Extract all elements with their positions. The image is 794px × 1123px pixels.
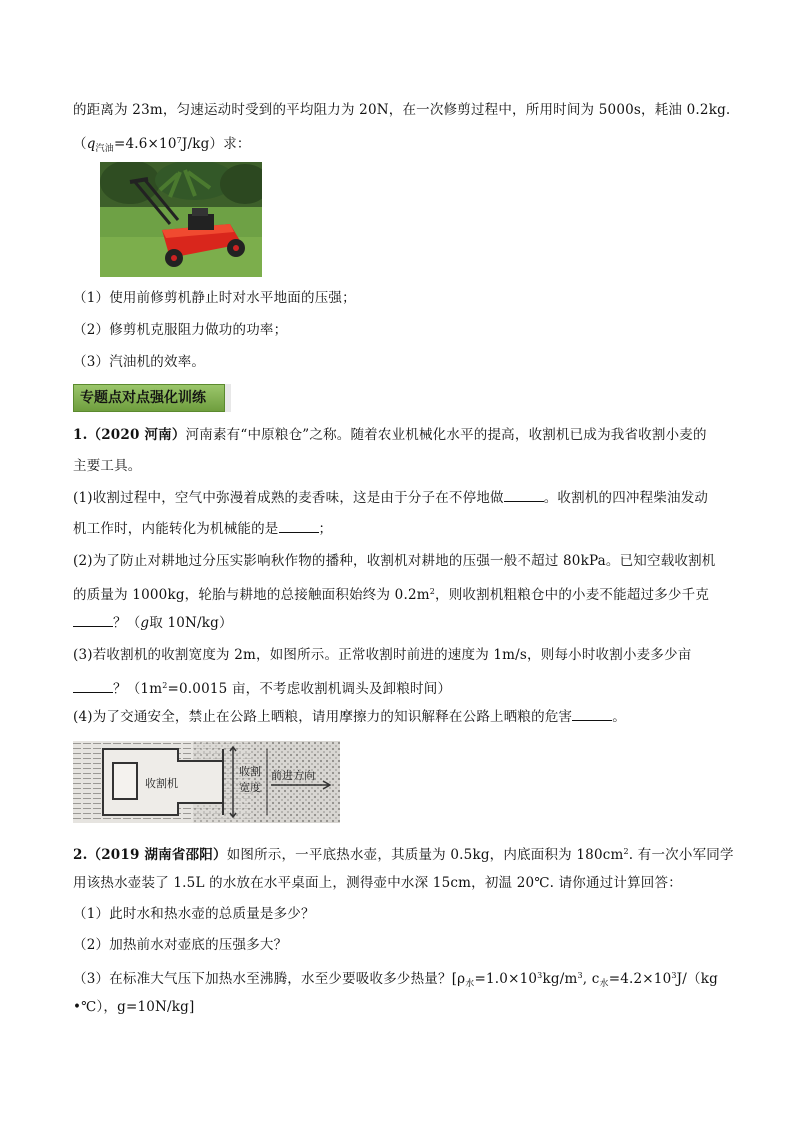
banner-tail bbox=[225, 384, 231, 412]
answer-blank[interactable] bbox=[73, 614, 113, 627]
problem-1-part-1-cont: 机工作时，内能转化为机械能的是 ； bbox=[73, 521, 333, 537]
intro-line-2: $(q_{汽油}=4.6\times 10^7J/kg)$求： bbox=[73, 136, 251, 154]
answer-blank[interactable] bbox=[73, 680, 113, 693]
problem-1-part-4: (4)为了交通安全，禁止在公路上晒粮，请用摩擦力的知识解释在公路上晒粮的危害 。 bbox=[73, 709, 626, 725]
intro-question-1: （1）使用前修剪机静止时对水平地面的压强； bbox=[73, 290, 356, 306]
problem-2-question-3-cont: •℃），g=10N/kg] bbox=[73, 999, 195, 1015]
problem-1-part-2: (2)为了防止对耕地过分压实影响秋作物的播种，收割机对耕地的压强一般不超过 80kPa。已知空载收割机 bbox=[73, 553, 716, 569]
problem-2-question-1: （1）此时水和热水壶的总质量是多少？ bbox=[73, 906, 315, 922]
lawn-mower-photo bbox=[100, 162, 262, 277]
harvester-diagram bbox=[73, 741, 340, 823]
problem-1-part-2-cont2: ？（g取 10N/kg） bbox=[73, 613, 233, 633]
problem-1-line-2: 主要工具。 bbox=[73, 458, 142, 474]
problem-2-line-1: 2.（2019 湖南省邵阳）如图所示，一平底热水壶，其质量为 0.5kg，内底面积为 $180cm^2$. 有一次小军同学 bbox=[73, 847, 734, 863]
intro-line-1: 的距离为 23m，匀速运动时受到的平均阻力为 20N，在一次修剪过程中，所用时间为 5000s，耗油 0.2kg. bbox=[73, 102, 731, 118]
problem-2-question-3: （3）在标准大气压下加热水至沸腾，水至少要吸收多少热量？[$\rho_水=1.0\times 10^3kg/m^3$, $c_水=4.2\times 10^3J/(kg$ bbox=[73, 971, 718, 989]
problem-1-part-3: (3)若收割机的收割宽度为 2m，如图所示。正常收割时前进的速度为 1m/s，则每小时收割小麦多少亩 bbox=[73, 647, 692, 663]
problem-2-line-2: 用该热水壶装了 1.5L 的水放在水平桌面上，测得壶中水深 15cm，初温 20℃. 请你通过计算回答： bbox=[73, 875, 682, 891]
diagram-label-direction: 前进方向 bbox=[271, 769, 315, 782]
problem-1-part-3-cont: ？（$1m^2=0.0015$ 亩，不考虑收割机调头及卸粮时间） bbox=[73, 676, 451, 699]
diagram-label-width-2: 宽度 bbox=[239, 781, 261, 794]
diagram-label-width-1: 收割 bbox=[239, 765, 261, 778]
problem-1-line-1: 1.（2020 河南）河南素有“中原粮仓”之称。随着农业机械化水平的提高，收割机已成为我省收割小麦的 bbox=[73, 427, 707, 443]
problem-1-part-1: (1)收割过程中，空气中弥漫着成熟的麦香味，这是由于分子在不停地做 。收割机的四冲程柴油发动 bbox=[73, 490, 709, 506]
answer-blank[interactable] bbox=[572, 708, 612, 721]
section-banner: 专题点对点强化训练 bbox=[73, 384, 225, 412]
answer-blank[interactable] bbox=[279, 520, 319, 533]
answer-blank[interactable] bbox=[504, 489, 544, 502]
diagram-label-machine: 收割机 bbox=[145, 777, 178, 790]
problem-1-part-2-cont: 的质量为 1000kg，轮胎与耕地的总接触面积始终为 $0.2m^2$，则收割机粗粮仓中的小麦不能超过多少千克 bbox=[73, 587, 710, 603]
intro-question-3: （3）汽油机的效率。 bbox=[73, 354, 206, 370]
problem-2-question-2: （2）加热前水对壶底的压强多大？ bbox=[73, 937, 288, 953]
intro-question-2: （2）修剪机克服阻力做功的功率； bbox=[73, 322, 288, 338]
